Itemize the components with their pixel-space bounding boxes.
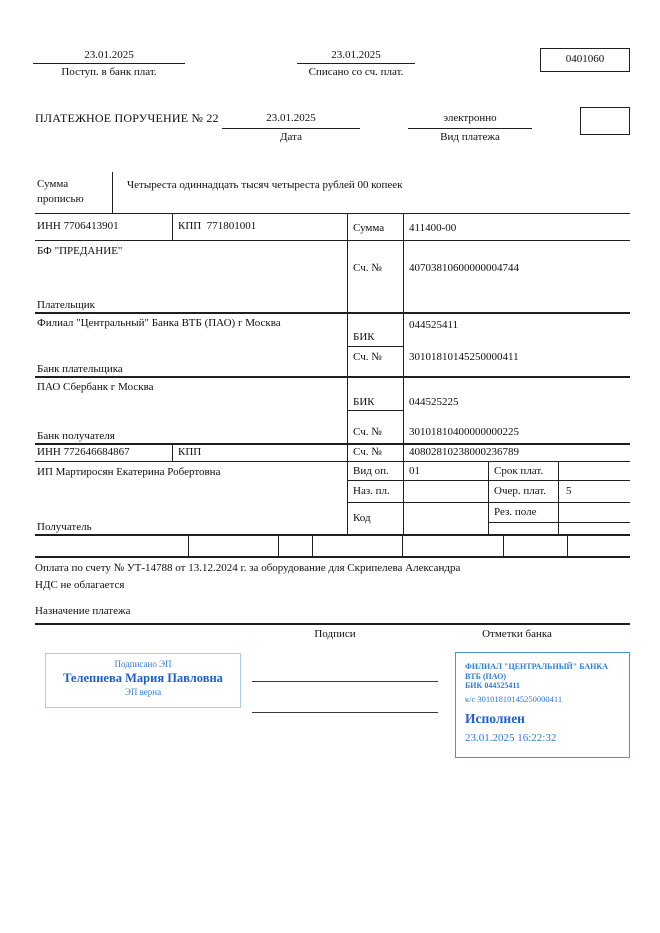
payment-kind-code-box <box>580 107 630 135</box>
tax-row-bottom-line <box>35 556 630 558</box>
payer-bank-bottom-line <box>35 376 630 378</box>
payee-inn: ИНН 772646684867 <box>37 446 130 458</box>
purpose-line-2: НДС не облагается <box>35 579 125 591</box>
due-column-divider <box>488 461 489 534</box>
signatures-label: Подписи <box>314 628 356 640</box>
payee-bank-name: ПАО Сбербанк г Москва <box>37 381 154 393</box>
document-date-label: Дата <box>280 131 302 143</box>
payer-bank-bik-underline <box>347 346 403 347</box>
tax-row-divider-4 <box>402 534 403 556</box>
payer-bank-account-label: Сч. № <box>353 351 382 363</box>
tax-row-divider-2 <box>278 534 279 556</box>
signature-stamp <box>45 653 241 708</box>
payee-account-label: Сч. № <box>353 446 382 458</box>
amount-words-label: Сумма прописью <box>37 178 84 205</box>
document-date-underline <box>222 128 360 129</box>
document-title: ПЛАТЕЖНОЕ ПОРУЧЕНИЕ № 22 <box>35 111 219 125</box>
bank-stamp-status: Исполнен <box>465 710 525 726</box>
payee-bottom-line <box>35 534 630 536</box>
debited-label: Списано со сч. плат. <box>308 66 404 78</box>
payer-account: 40703810600000004744 <box>409 262 519 274</box>
payment-kind-underline <box>408 128 532 129</box>
purpose-label: Назначение платежа <box>35 605 131 617</box>
bank-marks-label: Отметки банка <box>482 628 552 640</box>
payment-kind-value: электронно <box>443 112 497 124</box>
payee-bank-account: 30101810400000000225 <box>409 426 519 438</box>
payer-label: Плательщик <box>37 299 95 311</box>
payer-bank-name: Филиал "Центральный" Банка ВТБ (ПАО) г Москва <box>37 317 281 329</box>
debited-date: 23.01.2025 <box>331 49 381 61</box>
type-op-label: Вид оп. <box>353 465 389 477</box>
payer-name: БФ "ПРЕДАНИЕ" <box>37 245 123 257</box>
payee-bank-bik-underline <box>347 410 403 411</box>
inn-row-bottom-line <box>35 240 630 241</box>
payer-bottom-line <box>35 312 630 314</box>
priority-value: 5 <box>566 485 572 497</box>
document-date: 23.01.2025 <box>266 112 316 124</box>
payee-label: Получатель <box>37 521 92 533</box>
bank-stamp-bik: БИК 044525411 <box>465 681 520 690</box>
bank-stamp-branch-line-2: ВТБ (ПАО) <box>465 671 507 681</box>
payer-account-label: Сч. № <box>353 262 382 274</box>
received-date-underline <box>33 63 185 64</box>
received-in-bank-date: 23.01.2025 <box>84 49 134 61</box>
payer-inn: ИНН 7706413901 <box>37 220 119 232</box>
value-column-divider <box>403 213 404 534</box>
bank-stamp-branch-line-1: ФИЛИАЛ "ЦЕНТРАЛЬНЫЙ" БАНКА <box>465 662 608 671</box>
bank-stamp <box>455 652 630 758</box>
payer-inn-kpp-divider <box>172 213 173 240</box>
payer-kpp: КПП 771801001 <box>178 220 257 232</box>
signature-line-1 <box>252 681 438 682</box>
reserve-field-label: Рез. поле <box>494 506 537 518</box>
reserve-cell-bottom-line <box>488 522 630 523</box>
tax-row-divider-1 <box>188 534 189 556</box>
label-column-divider <box>347 213 348 534</box>
payee-inn-kpp-divider <box>172 443 173 461</box>
bank-stamp-datetime: 23.01.2025 16:22:32 <box>465 731 557 744</box>
purpose-line-1: Оплата по счету № УТ-14788 от 13.12.2024 г. за оборудование для Скрипелева Александра <box>35 562 461 574</box>
amount-words-value: Четыреста одиннадцать тысяч четыреста рублей 00 копеек <box>127 179 403 191</box>
amount-value: 411400-00 <box>409 222 457 234</box>
payee-account: 40802810238000236789 <box>409 446 519 458</box>
tax-row-divider-5 <box>503 534 504 556</box>
debited-date-underline <box>297 63 415 64</box>
table-top-line <box>35 213 630 214</box>
payee-bank-account-label: Сч. № <box>353 426 382 438</box>
tax-row-divider-3 <box>312 534 313 556</box>
payment-kind-label: Вид платежа <box>440 131 500 143</box>
payee-bank-label: Банк получателя <box>37 430 115 442</box>
payee-bank-bottom-line <box>35 443 630 445</box>
payer-bank-account: 30101810145250000411 <box>409 351 519 363</box>
priority-label: Очер. плат. <box>494 485 547 497</box>
form-code: 0401060 <box>565 53 605 65</box>
signature-stamp-signed-label: Подписано ЭП <box>114 659 172 669</box>
payee-bank-bik-label: БИК <box>353 396 375 408</box>
signature-stamp-name: Телепнева Мария Павловна <box>63 671 223 685</box>
purpose-underline <box>35 623 630 625</box>
payer-bank-label: Банк плательщика <box>37 363 123 375</box>
tax-row-divider-6 <box>567 534 568 556</box>
payee-bank-bik: 044525225 <box>409 396 459 408</box>
payer-bank-bik-label: БИК <box>353 331 375 343</box>
due-date-label: Срок плат. <box>494 465 544 477</box>
amount-words-divider <box>112 172 113 213</box>
code-label: Код <box>353 512 371 524</box>
bank-stamp-corr-account: к/с 30101810145250000411 <box>465 693 563 704</box>
purpose-code-label: Наз. пл. <box>353 485 390 497</box>
payee-account-row-line <box>35 461 630 462</box>
signature-line-2 <box>252 712 438 713</box>
type-op-value: 01 <box>409 465 420 477</box>
due-value-divider <box>558 461 559 534</box>
payee-kpp: КПП <box>178 446 202 458</box>
payee-name: ИП Мартиросян Екатерина Робертовна <box>37 466 221 478</box>
payer-bank-bik: 044525411 <box>409 319 459 331</box>
signature-stamp-valid-label: ЭП верна <box>124 687 162 697</box>
received-in-bank-label: Поступ. в банк плат. <box>61 66 157 78</box>
form-code-box <box>540 48 630 72</box>
amount-label: Сумма <box>353 222 385 234</box>
